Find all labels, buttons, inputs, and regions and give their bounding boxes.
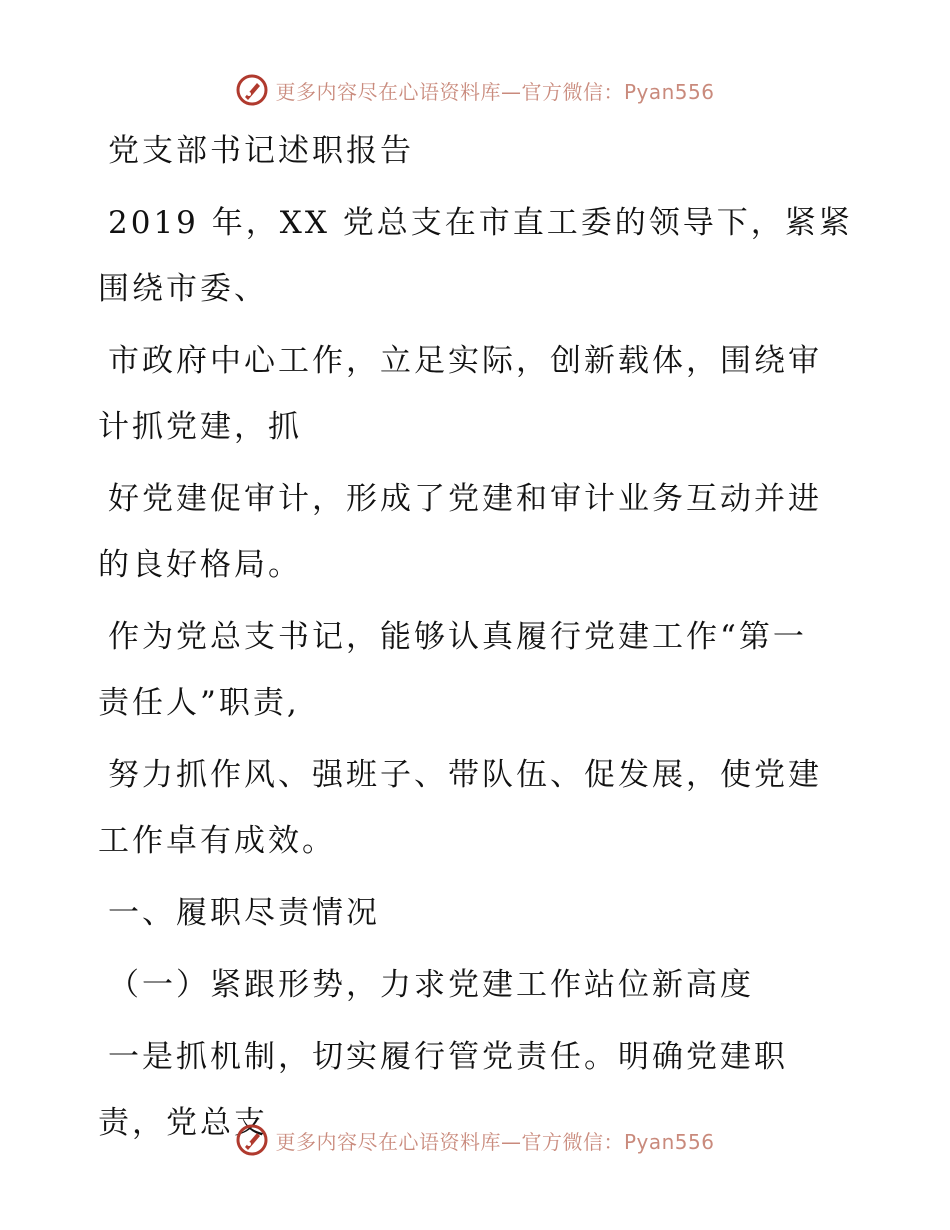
pen-nib-circle-icon [235,73,269,107]
watermark-banner-top [0,70,950,110]
watermark-banner-bottom [0,1120,950,1160]
text-line: 好党建促审计，形成了党建和审计业务互动并进 [108,481,822,517]
document-title: 党支部书记述职报告 [108,133,414,169]
text-line: （一）紧跟形势，力求党建工作站位新高度 [108,967,754,1003]
pen-nib-circle-icon [235,1123,269,1157]
text-line: 作为党总支书记，能够认真履行党建工作“第一 [108,619,807,655]
text-line: 努力抓作风、强班子、带队伍、促发展，使党建 [108,757,822,793]
text-line: 2019 年，XX 党总支在市直工委的领导下，紧紧 [108,205,853,241]
watermark-text: 更多内容尽在心语资料库—官方微信：Pyan556 [275,1129,715,1154]
text-line: 市政府中心工作，立足实际，创新载体，围绕审 [108,343,822,379]
text-line: 的良好格局。 [98,547,302,583]
text-line: 一、履职尽责情况 [108,895,380,931]
text-line: 围绕市委、 [98,271,268,307]
text-line: 工作卓有成效。 [98,823,336,859]
watermark-text: 更多内容尽在心语资料库—官方微信：Pyan556 [275,79,715,104]
text-line: 责任人”职责, [98,685,300,721]
document-body [98,118,853,1156]
text-line: 一是抓机制，切实履行管党责任。明确党建职 [108,1039,788,1075]
text-line: 责，党总支 [98,1105,268,1141]
text-line: 计抓党建，抓 [98,409,302,445]
